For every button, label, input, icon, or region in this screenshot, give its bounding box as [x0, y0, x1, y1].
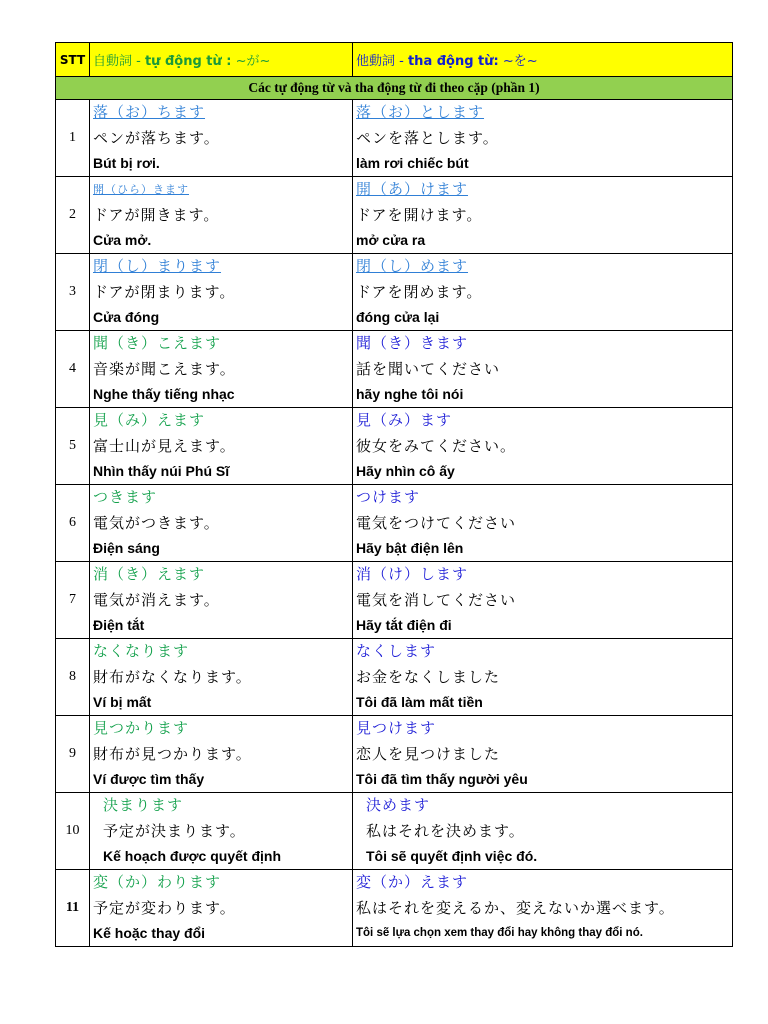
transitive-example: 電気を消してください	[356, 590, 517, 609]
intransitive-verb: 変（か）わります	[93, 873, 222, 891]
transitive-cell	[353, 716, 733, 793]
section-title: Các tự động từ và tha động từ đi theo cặp (phần 1)	[56, 77, 733, 100]
transitive-meaning: hãy nghe tôi nói	[356, 386, 464, 402]
transitive-meaning: Hãy tắt điện đi	[356, 617, 452, 633]
intransitive-example: 電気が消えます。	[93, 590, 220, 609]
intransitive-example: 財布が見つかります。	[93, 744, 252, 763]
intransitive-meaning: Kế hoạch được quyết định	[103, 848, 281, 864]
header-intransitive-pattern: ~が~	[231, 54, 271, 69]
intransitive-cell	[90, 562, 353, 639]
transitive-cell	[353, 100, 733, 177]
transitive-meaning: Tôi sẽ quyết định việc đó.	[366, 848, 538, 864]
row-number: 7	[56, 562, 90, 639]
table-header-row	[56, 43, 733, 77]
row-number: 4	[56, 331, 90, 408]
table-row	[56, 331, 733, 408]
intransitive-cell	[90, 408, 353, 485]
intransitive-verb: 聞（き）こえます	[93, 334, 222, 352]
row-number: 3	[56, 254, 90, 331]
intransitive-verb: 開（ひら）きます	[93, 183, 189, 196]
intransitive-meaning: Cửa đóng	[93, 309, 160, 325]
transitive-example: ドアを開けます。	[356, 205, 483, 224]
header-intransitive-jp: 自動詞 -	[93, 54, 145, 69]
table-row	[56, 639, 733, 716]
intransitive-meaning: Điện tắt	[93, 617, 145, 633]
intransitive-example: ドアが開きます。	[93, 205, 220, 224]
intransitive-example: 予定が変わります。	[93, 898, 236, 917]
intransitive-verb: 消（き）えます	[93, 565, 206, 583]
table-row	[56, 485, 733, 562]
table-row	[56, 562, 733, 639]
transitive-verb: 消（け）します	[356, 565, 469, 583]
transitive-verb: 決めます	[366, 796, 431, 814]
intransitive-meaning: Ví bị mất	[93, 694, 152, 710]
transitive-cell	[353, 870, 733, 947]
header-transitive-jp: 他動詞 -	[356, 54, 408, 69]
table-row	[56, 177, 733, 254]
intransitive-verb: 閉（し）まります	[93, 257, 222, 275]
intransitive-cell	[90, 100, 353, 177]
transitive-cell	[353, 331, 733, 408]
intransitive-cell	[90, 870, 353, 947]
transitive-cell	[353, 254, 733, 331]
intransitive-meaning: Kế hoặc thay đổi	[93, 925, 206, 941]
transitive-cell	[353, 639, 733, 716]
transitive-example: ペンを落とします。	[356, 128, 499, 147]
transitive-example: 私はそれを決めます。	[366, 821, 525, 840]
row-number: 9	[56, 716, 90, 793]
row-number: 1	[56, 100, 90, 177]
intransitive-verb: なくなります	[93, 642, 190, 660]
transitive-cell	[353, 408, 733, 485]
intransitive-cell	[90, 177, 353, 254]
intransitive-cell	[90, 716, 353, 793]
header-transitive	[353, 43, 733, 77]
row-number: 6	[56, 485, 90, 562]
intransitive-verb: 見つかります	[93, 719, 190, 737]
transitive-meaning: Hãy bật điện lên	[356, 540, 464, 556]
transitive-example: 私はそれを変えるか、変えないか選べます。	[356, 898, 675, 917]
transitive-verb: 落（お）とします	[356, 103, 485, 121]
intransitive-example: 財布がなくなります。	[93, 667, 252, 686]
intransitive-meaning: Điện sáng	[93, 540, 160, 556]
intransitive-meaning: Nhìn thấy núi Phú Sĩ	[93, 463, 230, 479]
intransitive-example: 音楽が聞こえます。	[93, 359, 236, 378]
intransitive-meaning: Cửa mở.	[93, 232, 152, 248]
section-title-row	[56, 77, 733, 100]
transitive-example: 恋人を見つけました	[356, 744, 501, 763]
intransitive-cell	[90, 639, 353, 716]
transitive-cell	[353, 485, 733, 562]
header-intransitive-vi: tự động từ :	[144, 54, 232, 69]
table-row	[56, 716, 733, 793]
transitive-example: ドアを閉めます。	[356, 282, 483, 301]
verb-pair-table	[55, 42, 733, 947]
table-row	[56, 254, 733, 331]
transitive-verb: 開（あ）けます	[356, 180, 469, 198]
intransitive-meaning: Ví được tìm thấy	[93, 771, 205, 787]
transitive-example: 電気をつけてください	[356, 513, 517, 532]
row-number: 8	[56, 639, 90, 716]
header-transitive-vi: tha động từ:	[407, 54, 499, 69]
transitive-meaning: làm rơi chiếc bút	[356, 155, 469, 171]
intransitive-example: 電気がつきます。	[93, 513, 220, 532]
intransitive-example: 予定が決まります。	[103, 821, 246, 840]
row-number: 5	[56, 408, 90, 485]
row-number: 11	[56, 870, 90, 947]
transitive-verb: なくします	[356, 642, 437, 660]
table-row	[56, 793, 733, 870]
transitive-verb: 聞（き）きます	[356, 334, 469, 352]
intransitive-verb: 落（お）ちます	[93, 103, 206, 121]
intransitive-meaning: Nghe thấy tiếng nhạc	[93, 386, 235, 402]
transitive-meaning: mở cửa ra	[356, 232, 426, 248]
table-row	[56, 408, 733, 485]
transitive-cell	[353, 562, 733, 639]
intransitive-verb: 決まります	[103, 796, 184, 814]
intransitive-example: ペンが落ちます。	[93, 128, 220, 147]
transitive-verb: 変（か）えます	[356, 873, 469, 891]
transitive-meaning: đóng cửa lại	[356, 309, 440, 325]
transitive-example: お金をなくしました	[356, 667, 501, 686]
intransitive-cell	[90, 331, 353, 408]
transitive-cell	[353, 177, 733, 254]
transitive-verb: 閉（し）めます	[356, 257, 469, 275]
transitive-meaning: Hãy nhìn cô ấy	[356, 463, 455, 479]
header-transitive-pattern: ~を~	[498, 54, 538, 69]
transitive-meaning: Tôi đã làm mất tiền	[356, 694, 483, 710]
intransitive-meaning: Bút bị rơi.	[93, 155, 160, 171]
transitive-example: 話を聞いてください	[356, 359, 501, 378]
row-number: 2	[56, 177, 90, 254]
intransitive-example: 富士山が見えます。	[93, 436, 236, 455]
row-number: 10	[56, 793, 90, 870]
table-row	[56, 100, 733, 177]
transitive-verb: 見（み）ます	[356, 411, 453, 429]
transitive-meaning: Tôi đã tìm thấy người yêu	[356, 771, 528, 787]
intransitive-verb: 見（み）えます	[93, 411, 206, 429]
transitive-example: 彼女をみてください。	[356, 436, 517, 455]
transitive-meaning: Tôi sẽ lựa chọn xem thay đổi hay không thay đổi nó.	[356, 927, 643, 939]
transitive-verb: つけます	[356, 488, 421, 506]
transitive-verb: 見つけます	[356, 719, 437, 737]
intransitive-cell	[90, 485, 353, 562]
header-intransitive	[90, 43, 353, 77]
intransitive-verb: つきます	[93, 488, 158, 506]
table-row	[56, 870, 733, 947]
intransitive-cell	[90, 793, 353, 870]
intransitive-example: ドアが閉まります。	[93, 282, 236, 301]
transitive-cell	[353, 793, 733, 870]
intransitive-cell	[90, 254, 353, 331]
header-stt: STT	[56, 43, 90, 77]
